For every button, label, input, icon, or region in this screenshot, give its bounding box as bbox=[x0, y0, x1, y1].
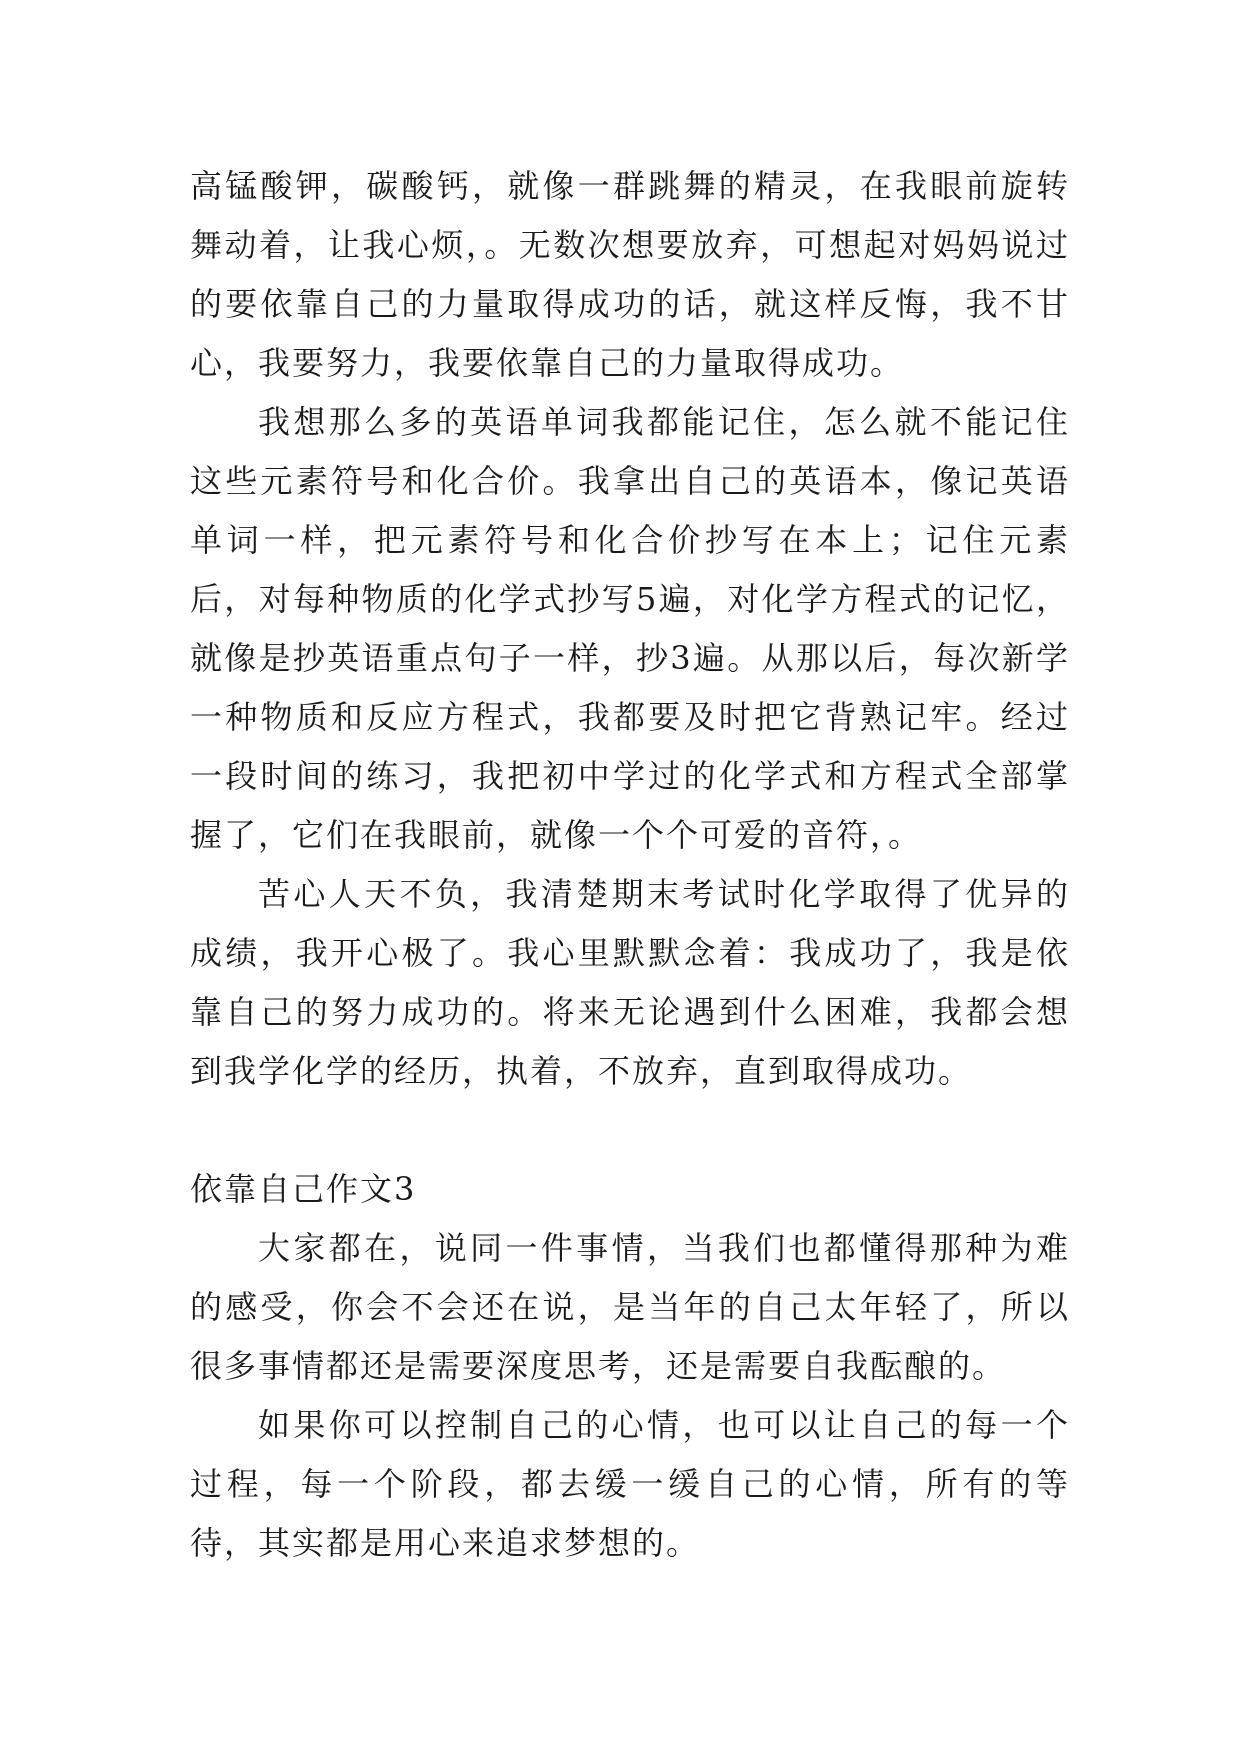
paragraph: 大家都在，说同一件事情，当我们也都懂得那种为难的感受，你会不会还在说，是当年的自己太年轻了，所以很多事情都还是需要深度思考，还是需要自我酝酿的。 bbox=[190, 1229, 1070, 1385]
paragraph: 我想那么多的英语单词我都能记住，怎么就不能记住这些元素符号和化合价。我拿出自己的英语本，像记英语单词一样，把元素符号和化合价抄写在本上；记住元素后，对每种物质的化学式抄写5遍，对化学方程式的记忆，就像是抄英语重点句子一样，抄3遍。从那以后，每次新学一种物质和反应方程式，我都要及时把它背熟记牢。经过一段时间的练习，我把初中学过的化学式和方程式全部掌握了，它们在我眼前，就像一个个可爱的音符，。 bbox=[190, 403, 1070, 854]
paragraph-continued: 高锰酸钾，碳酸钙，就像一群跳舞的精灵，在我眼前旋转舞动着，让我心烦，。无数次想要放弃，可想起对妈妈说过的要依靠自己的力量取得成功的话，就这样反悔，我不甘心，我要努力，我要依靠自己的力量取得成功。 bbox=[190, 167, 1070, 382]
paragraph: 如果你可以控制自己的心情，也可以让自己的每一个过程，每一个阶段，都去缓一缓自己的心情，所有的等待，其实都是用心来追求梦想的。 bbox=[190, 1406, 1070, 1562]
paragraph: 苦心人天不负，我清楚期末考试时化学取得了优异的成绩，我开心极了。我心里默默念着：我成功了，我是依靠自己的努力成功的。将来无论遇到什么困难，我都会想到我学化学的经历，执着，不放弃，直到取得成功。 bbox=[190, 875, 1070, 1090]
document-body bbox=[190, 157, 1070, 1573]
section-heading: 依靠自己作文3 bbox=[190, 1170, 417, 1208]
